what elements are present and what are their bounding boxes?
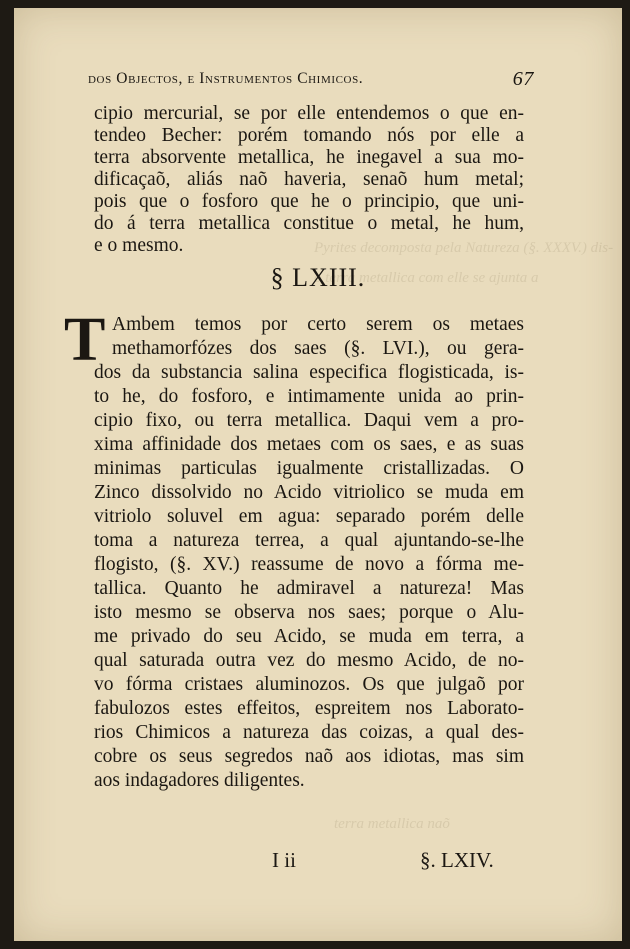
show-through-text: terra metallica naõ <box>334 816 450 832</box>
text-line: rios Chimicos a natureza das coizas, a qual des- <box>94 722 524 743</box>
text-line: pois que o fosforo que he o principio, que uni- <box>94 191 524 212</box>
running-head <box>88 68 534 90</box>
text-line: fabulozos estes effeitos, espreitem nos Laborato- <box>94 698 524 719</box>
text-line: to he, do fosforo, e intimamente unida ao prin- <box>94 386 524 407</box>
text-line: Zinco dissolvido no Acido vitriolico se muda em <box>94 482 524 503</box>
section-heading: § LXIII. <box>270 263 366 292</box>
show-through-text: o terra metallica com elle se ajunta a <box>314 270 539 286</box>
running-head-title: dos Objectos, e Instrumentos Chimicos. <box>88 70 364 87</box>
text-line: xima affinidade dos metaes com os saes, e as suas <box>94 434 524 455</box>
page-number: 67 <box>512 68 534 90</box>
text-line: Ambem temos por certo serem os metaes <box>112 314 524 335</box>
text-line: dos da substancia salina especifica flogisticada, is- <box>94 362 524 383</box>
text-line: tallica. Quanto he admiravel a natureza! Mas <box>94 578 524 599</box>
text-line: vitriolo soluvel em agua: separado porém delle <box>94 506 524 527</box>
book-page <box>14 8 622 941</box>
text-line: tendeo Becher: porém tomando nós por elle a <box>94 125 524 146</box>
text-line: vo fórma cristaes aluminozos. Os que julgaõ por <box>94 674 524 695</box>
text-line: cipio mercurial, se por elle entendemos o que en- <box>94 103 524 124</box>
text-line: dificaçaõ, aliás naõ haveria, senaõ hum metal; <box>94 169 524 190</box>
text-line: methamorfózes dos saes (§. LVI.), ou gera- <box>112 338 524 359</box>
drop-cap: T <box>64 306 106 374</box>
text-line: terra absorvente metallica, he inegavel a sua mo- <box>94 147 524 168</box>
text-line: qual saturada outra vez do mesmo Acido, de no- <box>94 650 524 671</box>
text-line: do á terra metallica constitue o metal, he hum, <box>94 213 524 234</box>
signature-mark: I ii <box>272 848 296 872</box>
text-line: minimas particulas igualmente cristallizadas. O <box>94 458 524 479</box>
text-line: isto mesmo se observa nos saes; porque o Alu- <box>94 602 524 623</box>
text-line: cipio fixo, ou terra metallica. Daqui vem a pro- <box>94 410 524 431</box>
text-line: flogisto, (§. XV.) reassume de novo a fórma me- <box>94 554 524 575</box>
catchword: §. LXIV. <box>420 848 494 872</box>
text-line: cobre os seus segredos naõ aos idiotas, mas sim <box>94 746 524 767</box>
text-line: toma a natureza terrea, a qual ajuntando-se-lhe <box>94 530 524 551</box>
text-line: me privado do seu Acido, se muda em terra, a <box>94 626 524 647</box>
text-line: aos indagadores diligentes. <box>94 770 305 791</box>
text-line: e o mesmo. <box>94 235 184 256</box>
show-through-text: Pyrites decomposta pela Natureza (§. XXXV.) dis- <box>314 240 614 256</box>
